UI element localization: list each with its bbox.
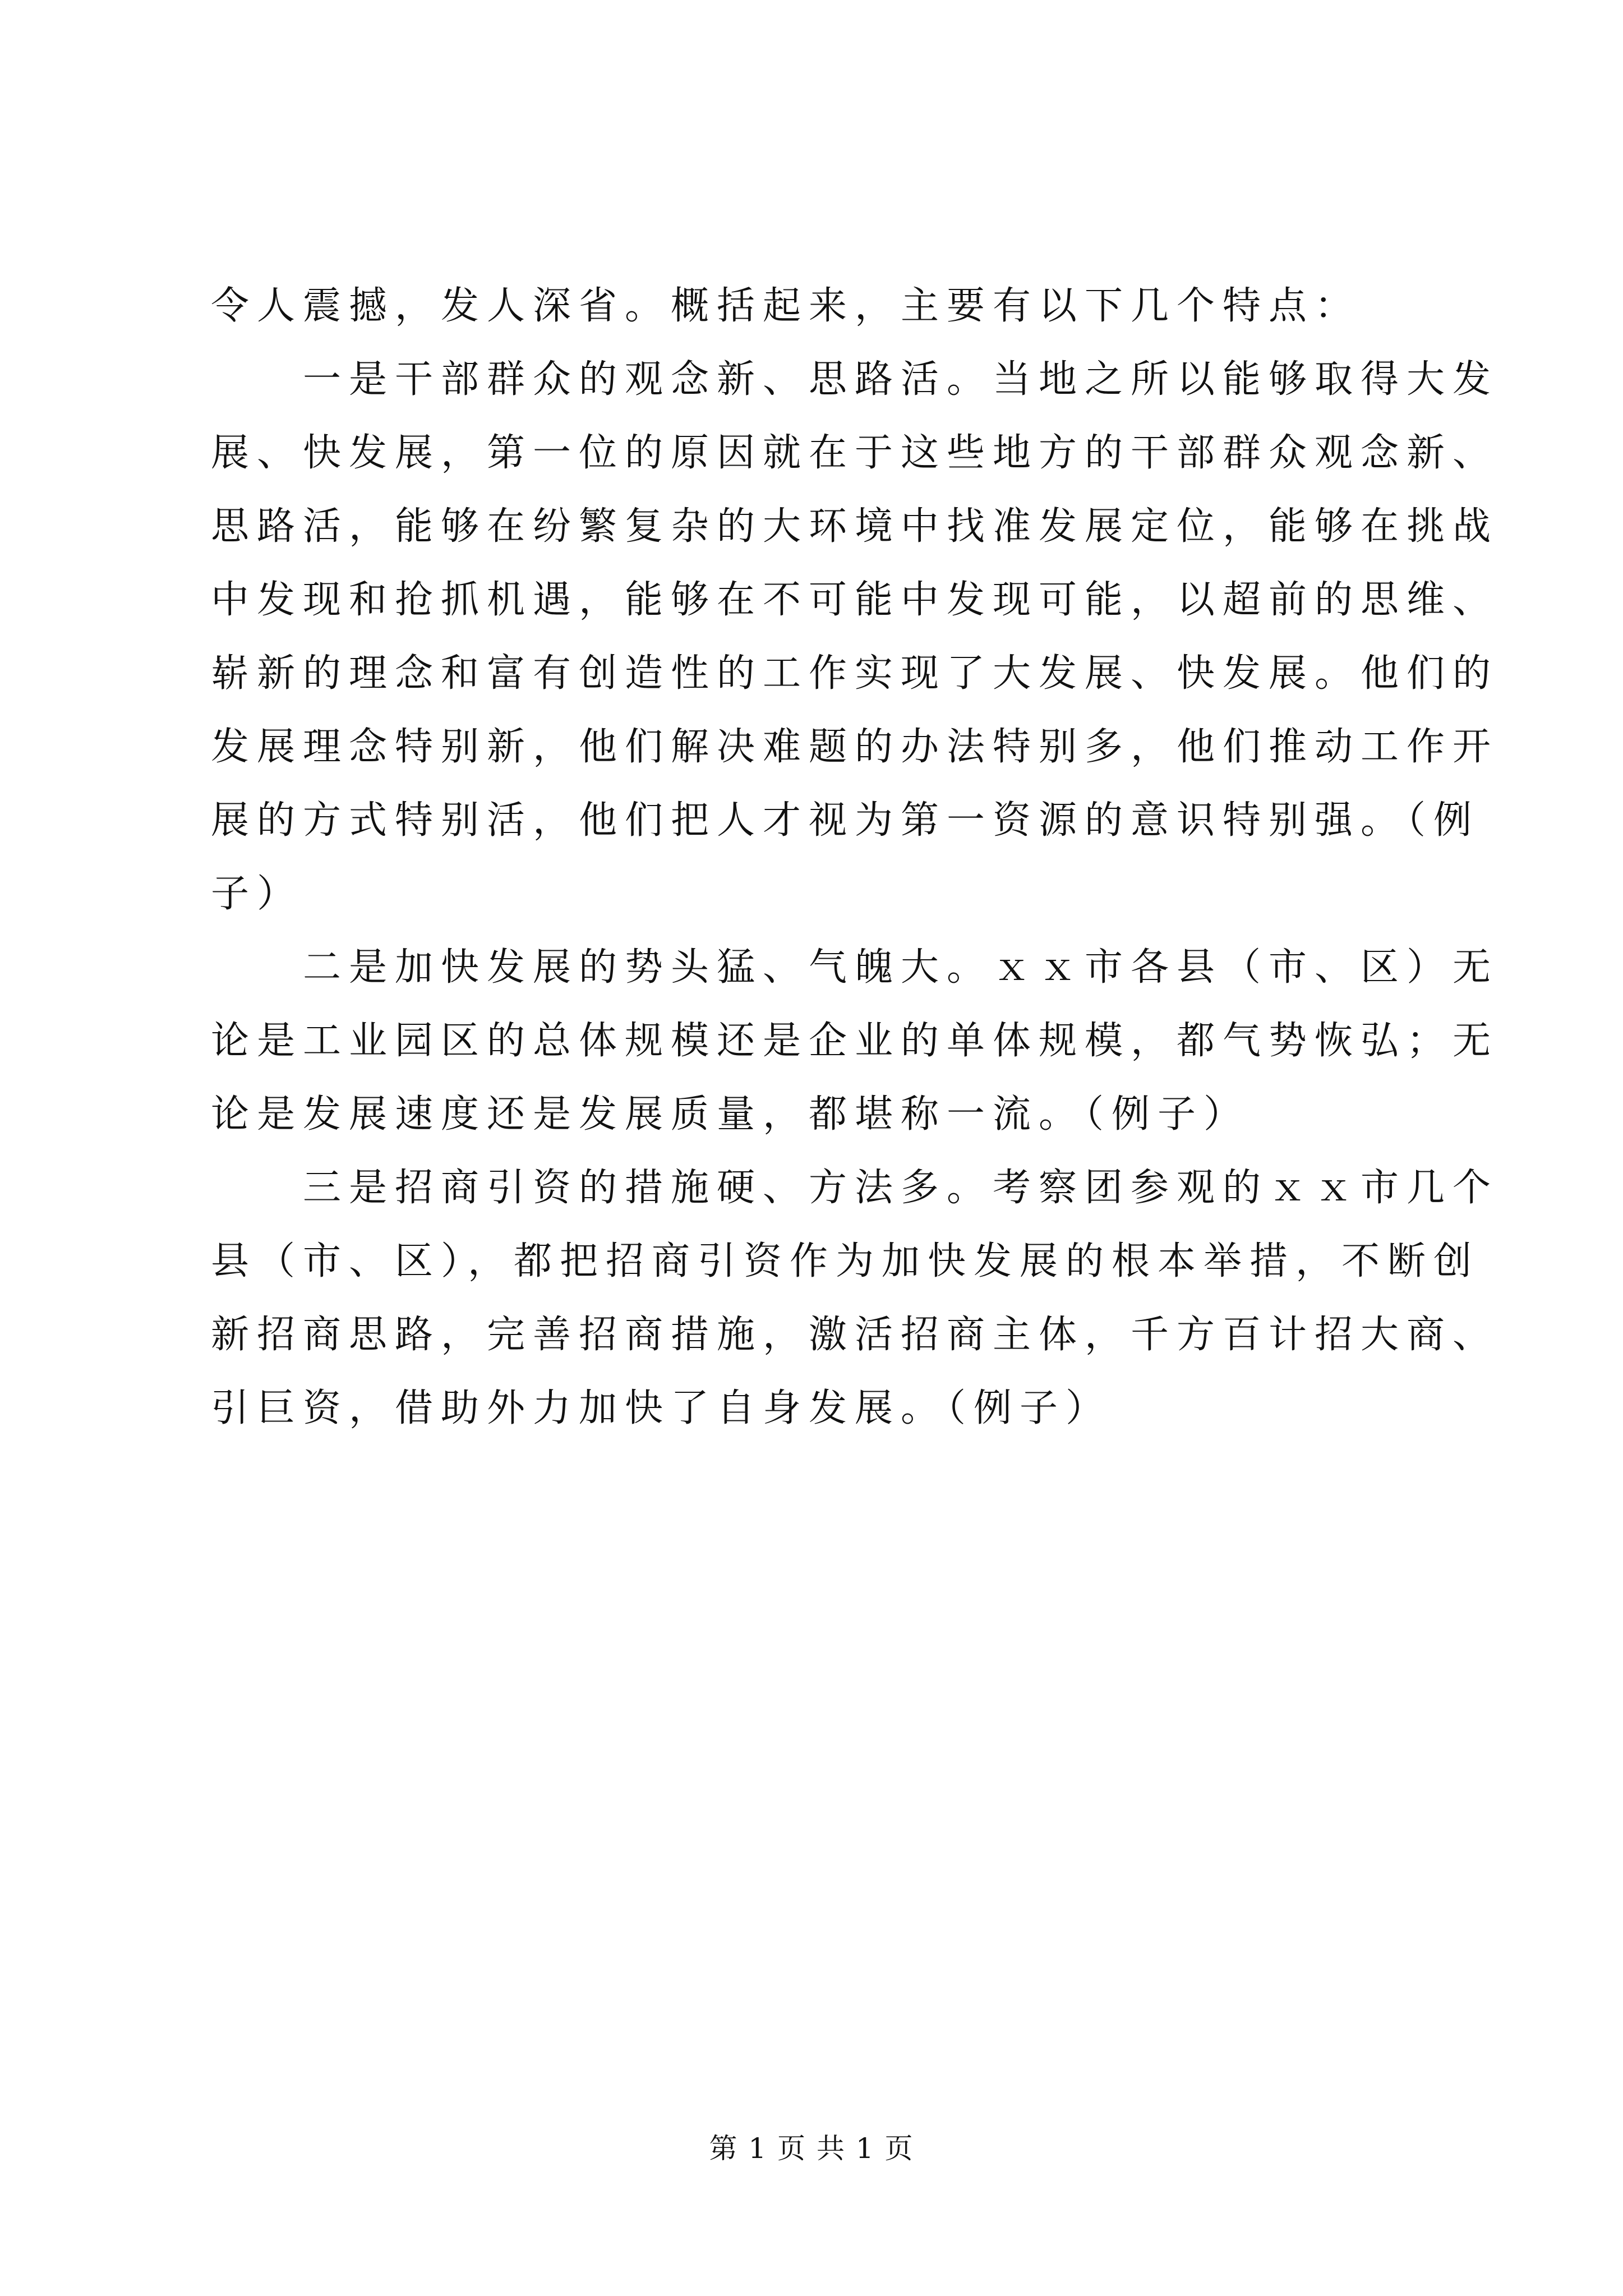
- paragraph-line: 县（市、区），都把招商引资作为加快发展的根本举措，不断创: [211, 1239, 1480, 1283]
- paragraph-line: 子）: [211, 872, 303, 916]
- paragraph-line: 三是招商引资的措施硬、方法多。考察团参观的ｘｘ市几个: [303, 1166, 1499, 1210]
- paragraph-line: 引巨资，借助外力加快了自身发展。（例子）: [211, 1386, 1112, 1430]
- paragraph-line: 中发现和抢抓机遇，能够在不可能中发现可能，以超前的思维、: [211, 578, 1499, 622]
- paragraph-line: 展、快发展，第一位的原因就在于这些地方的干部群众观念新、: [211, 431, 1499, 475]
- paragraph-line: 展的方式特别活，他们把人才视为第一资源的意识特别强。（例: [211, 798, 1480, 843]
- paragraph-line: 令人震撼，发人深省。概括起来，主要有以下几个特点：: [211, 284, 1361, 328]
- paragraph-line: 一是干部群众的观念新、思路活。当地之所以能够取得大发: [303, 357, 1499, 402]
- paragraph-line: 崭新的理念和富有创造性的工作实现了大发展、快发展。他们的: [211, 651, 1499, 696]
- paragraph-line: 发展理念特别新，他们解决难题的办法特别多，他们推动工作开: [211, 725, 1499, 769]
- paragraph-line: 思路活，能够在纷繁复杂的大环境中找准发展定位，能够在挑战: [211, 504, 1499, 549]
- paragraph-line: 二是加快发展的势头猛、气魄大。ｘｘ市各县（市、区）无: [303, 945, 1499, 990]
- document-body: [211, 269, 1499, 1445]
- paragraph-line: 论是发展速度还是发展质量，都堪称一流。（例子）: [211, 1092, 1250, 1137]
- paragraph-line: 论是工业园区的总体规模还是企业的单体规模，都气势恢弘；无: [211, 1019, 1499, 1063]
- page-footer: 第 1 页 共 1 页: [709, 2132, 914, 2165]
- paragraph-line: 新招商思路，完善招商措施，激活招商主体，千方百计招大商、: [211, 1313, 1499, 1357]
